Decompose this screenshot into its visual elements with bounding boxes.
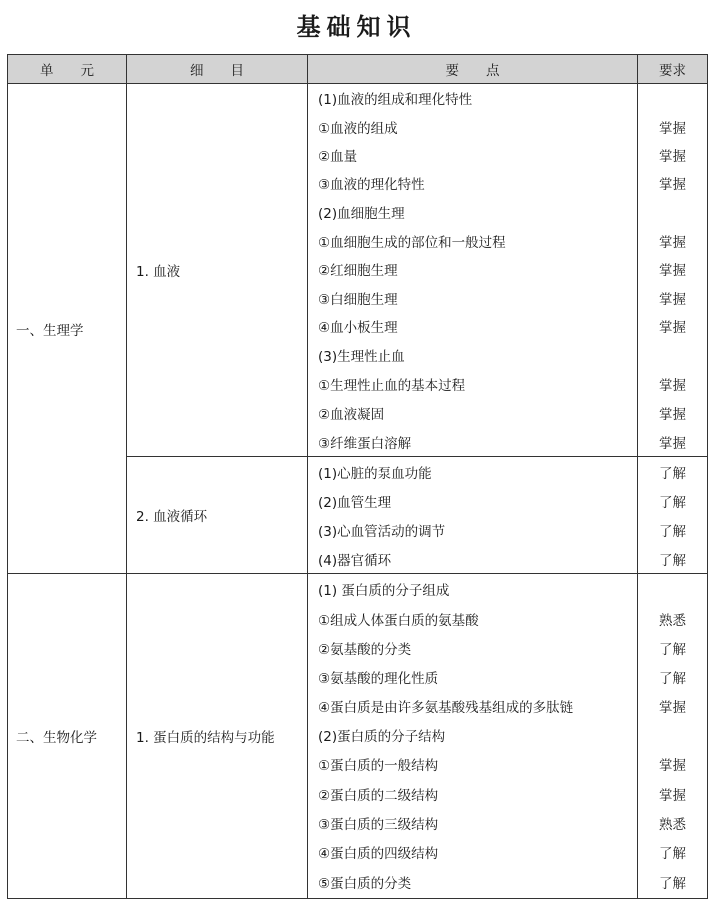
item-cell-protein: 1. 蛋白质的结构与功能 <box>127 574 308 899</box>
points-cell <box>308 84 638 457</box>
point-line: (3)生理性止血 <box>318 348 405 365</box>
point-line: ④蛋白质的四级结构 <box>318 845 439 862</box>
requirement-label <box>638 720 707 749</box>
point-line: ③蛋白质的三级结构 <box>318 816 439 833</box>
requirement-label: 掌握 <box>659 406 686 423</box>
requirement-label: 了解 <box>659 465 686 482</box>
requirement-label: 掌握 <box>659 291 686 308</box>
header-unit: 单 元 <box>8 55 127 84</box>
requirement-label: 掌握 <box>659 320 686 336</box>
unit-cell-physiology: 一、生理学 <box>8 84 127 574</box>
requirement-label: 掌握 <box>659 234 686 251</box>
requirement-label: 掌握 <box>659 177 686 193</box>
table-header-row <box>8 55 708 84</box>
requirement-label: 掌握 <box>659 758 686 774</box>
requirement-label <box>638 340 707 369</box>
point-line: ③血液的理化特性 <box>318 177 425 193</box>
point-line: ①蛋白质的一般结构 <box>318 758 439 774</box>
requirement-label: 掌握 <box>659 699 686 716</box>
requirement-label: 掌握 <box>659 435 686 452</box>
point-line: (4)器官循环 <box>318 552 392 569</box>
point-line: ①血细胞生成的部位和一般过程 <box>318 234 506 251</box>
requirement-label <box>638 574 707 604</box>
point-line: ①生理性止血的基本过程 <box>318 377 466 394</box>
point-line: ⑤蛋白质的分类 <box>318 876 412 892</box>
requirement-label: 了解 <box>659 641 686 658</box>
requirement-label: 了解 <box>659 494 686 511</box>
point-line: (1)血液的组成和理化特性 <box>318 92 473 108</box>
requirement-label: 掌握 <box>659 121 686 137</box>
requirement-label: 掌握 <box>659 377 686 394</box>
requirements-cell <box>638 84 708 457</box>
requirement-label: 了解 <box>659 670 686 687</box>
point-line: ①血液的组成 <box>318 121 398 137</box>
point-line: (2)血管生理 <box>318 494 392 511</box>
point-line: ③白细胞生理 <box>318 291 398 308</box>
point-line: ②血量 <box>318 149 358 165</box>
point-line: ④蛋白质是由许多氨基酸残基组成的多肽链 <box>318 699 574 716</box>
points-cell <box>308 574 638 899</box>
point-line: ②蛋白质的二级结构 <box>318 787 439 804</box>
requirement-label: 掌握 <box>659 787 686 804</box>
points-cell <box>308 457 638 574</box>
requirement-label: 掌握 <box>659 263 686 279</box>
requirements-cell <box>638 574 708 899</box>
requirement-label: 掌握 <box>659 149 686 165</box>
requirement-label: 了解 <box>659 523 686 540</box>
point-line: ②血液凝固 <box>318 406 385 423</box>
syllabus-table <box>7 54 708 899</box>
requirement-label: 了解 <box>659 876 686 892</box>
requirement-label <box>638 84 707 112</box>
requirement-label: 了解 <box>659 552 686 569</box>
header-item: 细 目 <box>127 55 308 84</box>
header-point: 要 点 <box>308 55 638 84</box>
requirement-label: 熟悉 <box>659 612 686 629</box>
point-line: ④血小板生理 <box>318 320 398 336</box>
header-requirement: 要求 <box>638 55 708 84</box>
point-line: (2)蛋白质的分子结构 <box>318 728 446 745</box>
point-line: ③氨基酸的理化性质 <box>318 670 439 687</box>
unit-cell-biochemistry: 二、生物化学 <box>8 574 127 899</box>
point-line: ①组成人体蛋白质的氨基酸 <box>318 612 479 629</box>
page-title: 基础知识 <box>296 13 417 41</box>
point-line: (3)心血管活动的调节 <box>318 523 446 540</box>
table-row <box>8 84 708 457</box>
table-row <box>8 574 708 899</box>
point-line: (1)心脏的泵血功能 <box>318 465 432 482</box>
item-cell-blood: 1. 血液 <box>127 84 308 457</box>
requirement-label: 熟悉 <box>659 816 686 833</box>
requirements-cell <box>638 457 708 574</box>
point-line: (2)血细胞生理 <box>318 206 405 222</box>
item-cell-circulation: 2. 血液循环 <box>127 457 308 574</box>
point-line: ②红细胞生理 <box>318 263 398 279</box>
point-line: ③纤维蛋白溶解 <box>318 435 412 452</box>
point-line: (1) 蛋白质的分子组成 <box>318 583 450 599</box>
point-line: ②氨基酸的分类 <box>318 641 412 658</box>
requirement-label: 了解 <box>659 845 686 862</box>
requirement-label <box>638 198 707 226</box>
